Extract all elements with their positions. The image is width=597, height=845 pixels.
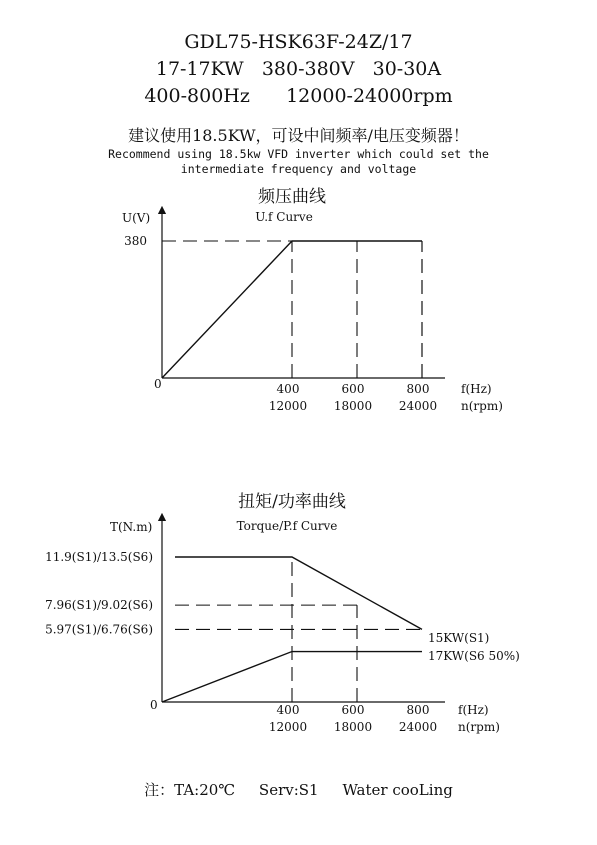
ratings-line-2: 400-800Hz 12000-24000rpm — [144, 85, 453, 107]
x2-tick-label: 18000 — [333, 720, 373, 734]
chart-subtitle: Torque/P.f Curve — [236, 519, 338, 533]
y-axis-label: T(N.m) — [110, 520, 153, 534]
y-tick-label: 11.9(S1)/13.5(S6) — [45, 550, 153, 564]
chart-title: 扭矩/功率曲线 — [238, 492, 346, 512]
x-axis-label: f(Hz) — [461, 382, 492, 396]
footer-note: 注：TA:20℃ Serv:S1 Water cooLing — [144, 781, 453, 799]
uf-curve-chart — [122, 187, 503, 413]
recommend-en-line-2: intermediate frequency and voltage — [180, 162, 417, 176]
y-tick-label: 7.96(S1)/9.02(S6) — [45, 598, 153, 613]
x2-tick-label: 24000 — [398, 720, 438, 734]
model-title: GDL75-HSK63F-24Z/17 — [184, 31, 413, 53]
x-tick-label: 800 — [406, 703, 430, 717]
x2-axis-label: n(rpm) — [461, 399, 503, 413]
x2-tick-label: 24000 — [398, 399, 438, 413]
power-label-s1: 15KW(S1) — [428, 631, 490, 645]
ratings-line-1: 17-17KW 380-380V 30-30A — [155, 58, 442, 80]
y-axis-label: U(V) — [122, 211, 151, 225]
x-tick-label: 400 — [276, 382, 300, 396]
power-label-s6: 17KW(S6 50%) — [428, 649, 520, 663]
x2-tick-label: 18000 — [333, 399, 373, 413]
x2-tick-label: 12000 — [268, 720, 308, 734]
x-tick-label: 400 — [276, 703, 300, 717]
chart-title: 频压曲线 — [258, 187, 326, 207]
x-tick-label: 600 — [341, 703, 365, 717]
y-tick-label: 5.97(S1)/6.76(S6) — [45, 622, 153, 637]
torque-power-curve-chart — [45, 492, 520, 734]
y-tick-label: 380 — [124, 234, 147, 248]
x-tick-label: 800 — [406, 382, 430, 396]
x2-tick-label: 12000 — [268, 399, 308, 413]
origin-label: 0 — [154, 377, 162, 391]
x-axis-label: f(Hz) — [458, 703, 489, 717]
x2-axis-label: n(rpm) — [458, 720, 500, 734]
origin-label: 0 — [150, 698, 158, 712]
chart-subtitle: U.f Curve — [255, 210, 313, 224]
series-line — [175, 557, 422, 629]
x-tick-label: 600 — [341, 382, 365, 396]
recommend-cn: 建议使用18.5KW，可设中间频率/电压变频器！ — [128, 126, 469, 145]
recommend-en-line-1: Recommend using 18.5kw VFD inverter which could set the — [108, 147, 489, 161]
